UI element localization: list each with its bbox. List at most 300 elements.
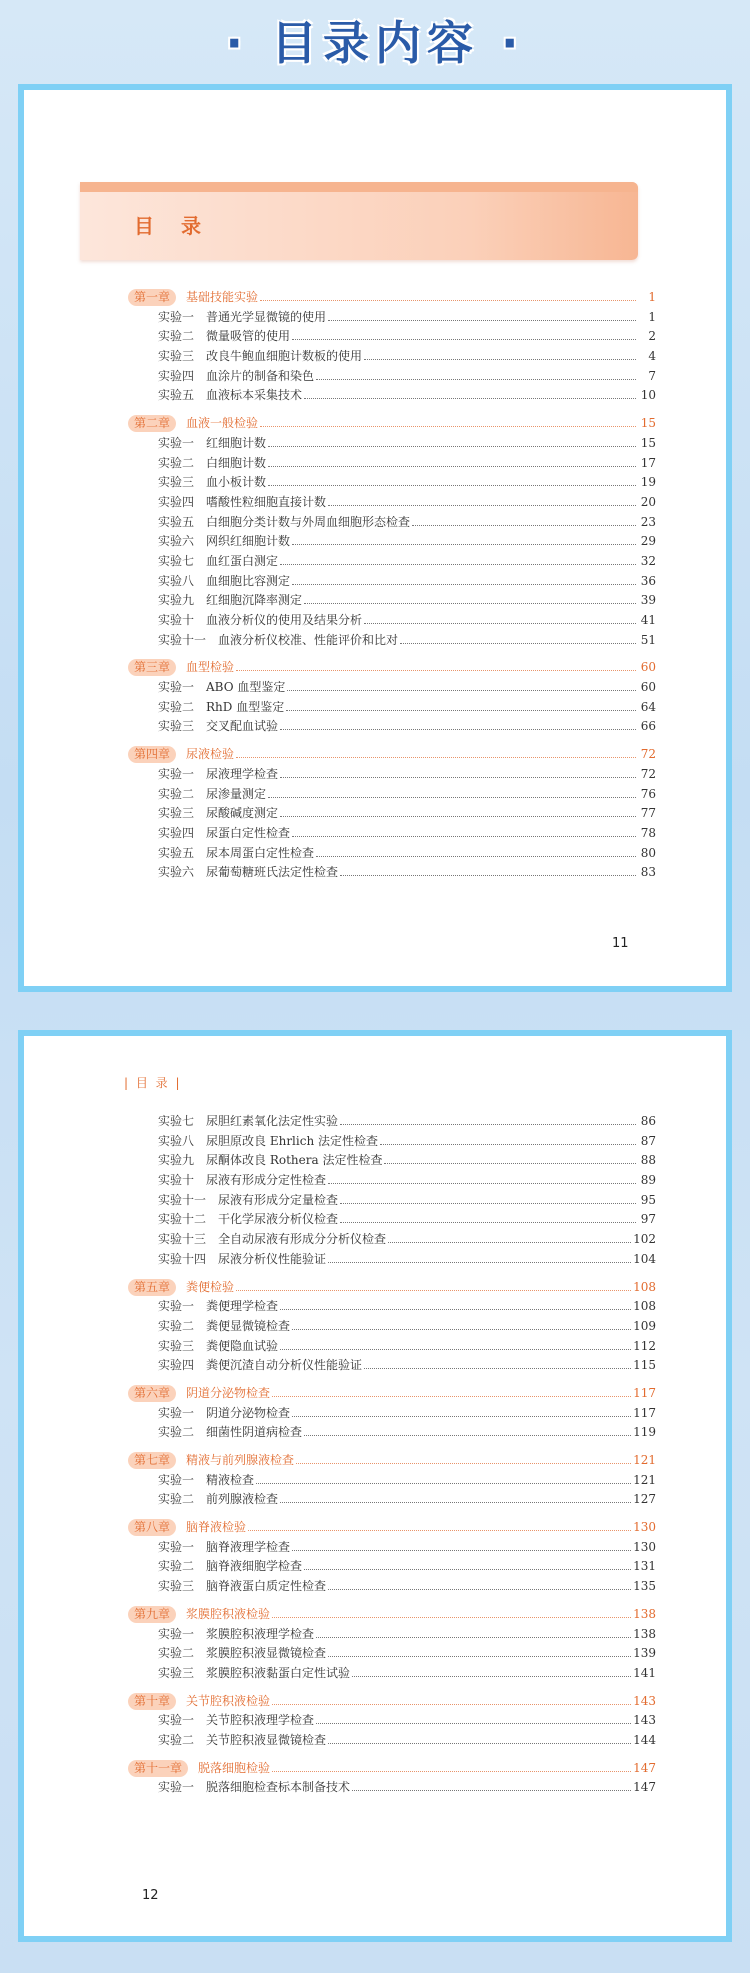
experiment-number: 实验十一 [158,632,207,647]
toc-experiment-entry[interactable] [128,1112,656,1132]
experiment-number: 实验九 [158,593,195,608]
toc-experiment-entry[interactable] [128,631,656,651]
dot-leader [260,299,636,301]
toc-experiment-entry[interactable] [128,308,656,328]
experiment-number: 实验五 [158,514,195,529]
experiment-number: 实验十 [158,613,195,627]
toc-experiment-entry[interactable] [128,804,656,824]
experiment-title: 全自动尿液有形成分分析仪检查 [218,1232,387,1247]
dot-leader [236,669,636,671]
chapter-number: 第四章 [128,746,176,763]
chapter-number: 第九章 [128,1606,176,1623]
entry-page-number: 20 [640,494,656,509]
toc-experiment-entry[interactable] [128,1317,656,1337]
toc-chapter-entry[interactable] [128,745,656,765]
dot-leader [272,1703,631,1705]
experiment-title: 脱落细胞检查标本制备技术 [206,1780,351,1795]
toc-experiment-entry[interactable] [128,1151,656,1171]
toc-experiment-entry[interactable] [128,434,656,454]
entry-page-number: 130 [633,1520,656,1535]
experiment-title: 前列腺液检查 [206,1492,279,1507]
toc-experiment-entry[interactable] [128,1210,656,1230]
experiment-title: 血红蛋白测定 [206,553,279,568]
experiment-title: 粪便隐血试验 [206,1338,279,1353]
experiment-title: 网织红细胞计数 [206,534,291,549]
toc-experiment-entry[interactable] [128,844,656,864]
banner-title: · 目录内容 · [225,16,525,70]
dot-leader [304,602,636,604]
experiment-title: 关节腔积液理学检查 [206,1713,315,1728]
toc-experiment-entry[interactable] [128,1404,656,1424]
entry-page-number: 127 [633,1492,656,1507]
chapter-title: 阴道分泌物检查 [186,1385,271,1400]
entry-page-number: 15 [640,416,656,431]
entry-page-number: 19 [640,475,656,490]
experiment-number: 实验一 [158,680,195,695]
dot-leader [268,465,636,467]
dot-leader [287,689,636,691]
toc-page-2 [18,1030,732,1942]
entry-page-number: 64 [640,699,656,714]
entry-page-number: 115 [633,1358,656,1373]
entry-page-number: 77 [640,806,656,821]
experiment-title: 白细胞计数 [206,455,267,470]
experiment-title: 改良牛鲍血细胞计数板的使用 [206,349,363,364]
chapter-title: 血液一般检验 [186,416,259,431]
entry-page-number: 112 [633,1338,656,1353]
dot-leader [292,543,636,545]
toc-experiment-entry[interactable] [128,327,656,347]
experiment-number: 实验三 [158,349,195,364]
entry-page-number: 138 [633,1626,656,1641]
experiment-number: 实验四 [158,368,195,383]
experiment-number: 实验二 [158,699,195,714]
toc-experiment-entry[interactable] [128,454,656,474]
chapter-title: 精液与前列腺液检查 [186,1453,295,1467]
toc-chapter-entry[interactable] [128,1692,656,1712]
entry-page-number: 51 [640,632,656,647]
experiment-number: 实验二 [158,329,195,344]
dot-leader [292,1328,631,1330]
experiment-number: 实验一 [158,309,195,324]
toc-experiment-entry[interactable] [128,1423,656,1443]
chapter-number: 第六章 [128,1385,176,1402]
dot-leader [352,1675,631,1677]
toc-experiment-entry[interactable] [128,532,656,552]
experiment-number: 实验六 [158,534,195,549]
chapter-number: 第三章 [128,659,176,676]
banner [0,0,750,80]
toc-experiment-entry[interactable] [128,824,656,844]
entry-page-number: 143 [633,1713,656,1728]
experiment-number: 实验一 [158,1405,195,1420]
entry-page-number: 32 [640,553,656,568]
entry-page-number: 89 [640,1173,656,1188]
experiment-number: 实验四 [158,1358,195,1373]
experiment-title: 尿本周蛋白定性检查 [206,845,315,860]
experiment-number: 实验一 [158,1626,195,1641]
dot-leader [292,1549,631,1551]
toc-chapter-entry[interactable] [128,1451,656,1471]
experiment-title: 普通光学显微镜的使用 [206,309,327,324]
experiment-number: 实验八 [158,1133,195,1148]
entry-page-number: 147 [633,1780,656,1795]
chapter-number: 第五章 [128,1279,176,1296]
dot-leader [328,504,636,506]
toc-chapter-entry[interactable] [128,1518,656,1538]
toc-experiment-entry[interactable] [128,678,656,698]
dot-leader [280,776,636,778]
dot-leader [256,1482,631,1484]
toc-experiment-entry[interactable] [128,785,656,805]
toc-experiment-entry[interactable] [128,1490,656,1510]
dot-leader [316,1636,631,1638]
experiment-title: 关节腔积液显微镜检查 [206,1732,327,1747]
dot-leader [292,1415,631,1417]
chapter-number: 第十章 [128,1693,176,1710]
dot-leader [280,1501,631,1503]
toc-experiment-entry[interactable] [128,1356,656,1376]
toc-chapter-entry[interactable] [128,1759,656,1779]
experiment-title: 尿液理学检查 [206,766,279,781]
toc-experiment-entry[interactable] [128,1250,656,1270]
toc-experiment-entry[interactable] [128,591,656,611]
toc-experiment-entry[interactable] [128,493,656,513]
entry-page-number: 72 [640,747,656,762]
toc-experiment-entry[interactable] [128,863,656,883]
chapter-title: 血型检验 [186,660,235,675]
entry-page-number: 108 [633,1299,656,1314]
dot-leader [272,1770,631,1772]
entry-page-number: 83 [640,865,656,880]
experiment-number: 实验二 [158,1318,195,1333]
toc-experiment-entry[interactable] [128,1625,656,1645]
experiment-number: 实验一 [158,1299,195,1314]
entry-page-number: 104 [633,1251,656,1266]
toc-experiment-entry[interactable] [128,1731,656,1751]
entry-page-number: 17 [640,455,656,470]
dot-leader [296,1462,631,1464]
entry-page-number: 41 [640,613,656,627]
entry-page-number: 60 [640,680,656,695]
dot-leader [412,524,636,526]
experiment-title: 红细胞沉降率测定 [206,593,303,608]
dot-leader [364,358,636,360]
toc-list-page-2 [128,1112,656,1798]
chapter-number: 第七章 [128,1452,176,1469]
experiment-title: RhD 血型鉴定 [206,699,285,714]
page-number: 11 [612,936,629,951]
dot-leader [304,397,636,399]
experiment-title: 脑脊液蛋白质定性检查 [206,1579,327,1594]
chapter-title: 尿液检验 [186,747,235,762]
experiment-title: 尿渗量测定 [206,786,267,801]
entry-page-number: 121 [633,1472,656,1487]
chapter-title: 关节腔积液检验 [186,1693,271,1708]
toc-experiment-entry[interactable] [128,698,656,718]
experiment-title: 干化学尿液分析仪检查 [218,1212,339,1227]
entry-page-number: 86 [640,1114,656,1128]
chapter-title: 基础技能实验 [186,290,259,304]
dot-leader [292,583,636,585]
dot-leader [328,1588,631,1590]
entry-page-number: 88 [640,1153,656,1168]
experiment-number: 实验一 [158,1539,195,1554]
entry-page-number: 130 [633,1539,656,1554]
dot-leader [236,1289,631,1291]
dot-leader [280,563,636,565]
toc-experiment-entry[interactable] [128,473,656,493]
toc-chapter-entry[interactable] [128,1384,656,1404]
dot-leader [328,1742,631,1744]
dot-leader [286,709,636,711]
chapter-title: 粪便检验 [186,1279,235,1294]
experiment-title: 血细胞比容测定 [206,573,291,588]
entry-page-number: 102 [633,1232,656,1247]
entry-page-number: 108 [633,1279,656,1294]
experiment-title: 粪便沉渣自动分析仪性能验证 [206,1358,363,1373]
experiment-number: 实验三 [158,1579,195,1594]
running-head: | 目 录 | [124,1076,182,1090]
experiment-title: 血小板计数 [206,475,267,490]
experiment-title: 粪便显微镜检查 [206,1318,291,1333]
dot-leader [268,484,636,486]
toc-experiment-entry[interactable] [128,513,656,533]
entry-page-number: 141 [633,1665,656,1680]
experiment-number: 实验七 [158,553,195,568]
dot-leader [316,855,636,857]
toc-chapter-entry[interactable] [128,1278,656,1298]
entry-page-number: 10 [640,388,656,403]
dot-leader [280,1308,631,1310]
experiment-number: 实验二 [158,455,195,470]
toc-experiment-entry[interactable] [128,1132,656,1152]
entry-page-number: 60 [640,660,656,675]
entry-page-number: 97 [640,1212,656,1227]
entry-page-number: 117 [633,1405,656,1420]
entry-page-number: 78 [640,825,656,840]
experiment-title: 嗜酸性粒细胞直接计数 [206,494,327,509]
toc-experiment-entry[interactable] [128,552,656,572]
dot-leader [380,1143,636,1145]
entry-page-number: 80 [640,845,656,860]
dot-leader [260,425,636,427]
dot-leader [280,1348,631,1350]
dot-leader [304,1568,631,1570]
experiment-title: 尿胆红素氧化法定性实验 [206,1114,339,1128]
experiment-number: 实验五 [158,388,195,403]
experiment-title: 白细胞分类计数与外周血细胞形态检查 [206,514,411,529]
experiment-number: 实验十三 [158,1232,207,1247]
experiment-number: 实验十一 [158,1192,207,1207]
entry-page-number: 1 [648,290,656,304]
experiment-number: 实验一 [158,1713,195,1728]
entry-page-number: 135 [633,1579,656,1594]
entry-page-number: 39 [640,593,656,608]
toc-list-page-1 [128,288,656,883]
toc-chapter-entry[interactable] [128,288,656,308]
experiment-title: 尿液分析仪性能验证 [218,1251,327,1266]
toc-header-band [80,182,638,260]
experiment-title: 浆膜腔积液理学检查 [206,1626,315,1641]
toc-page-1 [18,84,732,992]
dot-leader [328,1261,631,1263]
entry-page-number: 139 [633,1646,656,1661]
toc-experiment-entry[interactable] [128,1471,656,1491]
experiment-number: 实验五 [158,845,195,860]
dot-leader [328,1655,631,1657]
toc-experiment-entry[interactable] [128,1711,656,1731]
toc-chapter-entry[interactable] [128,658,656,678]
entry-page-number: 95 [640,1192,656,1207]
entry-page-number: 66 [640,719,656,734]
toc-experiment-entry[interactable] [128,1778,656,1798]
toc-experiment-entry[interactable] [128,347,656,367]
chapter-number: 第八章 [128,1519,176,1536]
dot-leader [316,1722,631,1724]
toc-experiment-entry[interactable] [128,1664,656,1684]
dot-leader [352,1789,631,1791]
dot-leader [384,1162,636,1164]
entry-page-number: 138 [633,1606,656,1621]
experiment-number: 实验三 [158,806,195,821]
experiment-number: 实验二 [158,1559,195,1574]
experiment-number: 实验二 [158,786,195,801]
entry-page-number: 143 [633,1693,656,1708]
experiment-number: 实验三 [158,1665,195,1680]
experiment-number: 实验一 [158,435,195,450]
dot-leader [304,1434,631,1436]
experiment-title: 血液标本采集技术 [206,388,303,403]
experiment-number: 实验八 [158,573,195,588]
toc-experiment-entry[interactable] [128,1297,656,1317]
entry-page-number: 29 [640,534,656,549]
toc-experiment-entry[interactable] [128,1577,656,1597]
entry-page-number: 7 [648,368,656,383]
experiment-number: 实验十 [158,1173,195,1188]
experiment-title: 浆膜腔积液黏蛋白定性试验 [206,1665,351,1680]
experiment-title: 脑脊液理学检查 [206,1539,291,1554]
toc-experiment-entry[interactable] [128,611,656,631]
experiment-title: 浆膜腔积液显微镜检查 [206,1646,327,1661]
experiment-number: 实验四 [158,494,195,509]
experiment-number: 实验三 [158,719,195,734]
experiment-number: 实验六 [158,865,195,880]
experiment-number: 实验三 [158,1338,195,1353]
dot-leader [272,1616,631,1618]
entry-page-number: 36 [640,573,656,588]
experiment-title: 微量吸管的使用 [206,329,291,344]
dot-leader [340,1202,636,1204]
experiment-title: 粪便理学检查 [206,1299,279,1314]
toc-experiment-entry[interactable] [128,717,656,737]
experiment-number: 实验一 [158,1472,195,1487]
toc-experiment-entry[interactable] [128,386,656,406]
experiment-number: 实验七 [158,1114,195,1128]
experiment-title: 血液分析仪校准、性能评价和比对 [218,632,399,647]
entry-page-number: 23 [640,514,656,529]
dot-leader [340,1123,636,1125]
entry-page-number: 131 [633,1559,656,1574]
entry-page-number: 15 [640,435,656,450]
dot-leader [268,445,636,447]
chapter-title: 浆膜腔积液检验 [186,1606,271,1621]
toc-experiment-entry[interactable] [128,1230,656,1250]
experiment-title: 阴道分泌物检查 [206,1405,291,1420]
experiment-number: 实验二 [158,1492,195,1507]
dot-leader [280,815,636,817]
experiment-number: 实验二 [158,1732,195,1747]
experiment-number: 实验十四 [158,1251,207,1266]
experiment-number: 实验九 [158,1153,195,1168]
dot-leader [272,1395,631,1397]
experiment-title: 尿胆原改良 Ehrlich 法定性检查 [206,1133,378,1148]
dot-leader [364,1367,631,1369]
chapter-number: 第十一章 [128,1760,188,1777]
experiment-title: 交叉配血试验 [206,719,279,734]
toc-chapter-entry[interactable] [128,414,656,434]
dot-leader [292,835,636,837]
entry-page-number: 4 [648,349,656,364]
experiment-number: 实验一 [158,1780,195,1795]
experiment-title: 尿蛋白定性检查 [206,825,291,840]
experiment-title: 尿液有形成分定性检查 [206,1173,327,1188]
toc-experiment-entry[interactable] [128,367,656,387]
page-number: 12 [142,1888,159,1903]
experiment-title: 红细胞计数 [206,435,267,450]
toc-experiment-entry[interactable] [128,1538,656,1558]
toc-experiment-entry[interactable] [128,1644,656,1664]
dot-leader [268,796,636,798]
dot-leader [340,1221,636,1223]
entry-page-number: 1 [648,309,656,324]
entry-page-number: 144 [633,1732,656,1747]
toc-experiment-entry[interactable] [128,572,656,592]
dot-leader [340,874,636,876]
toc-experiment-entry[interactable] [128,1191,656,1211]
entry-page-number: 147 [633,1760,656,1775]
toc-chapter-entry[interactable] [128,1605,656,1625]
experiment-number: 实验二 [158,1646,195,1661]
toc-experiment-entry[interactable] [128,1337,656,1357]
experiment-title: ABO 血型鉴定 [206,680,286,695]
dot-leader [316,378,636,380]
toc-experiment-entry[interactable] [128,1171,656,1191]
toc-experiment-entry[interactable] [128,765,656,785]
entry-page-number: 76 [640,786,656,801]
toc-experiment-entry[interactable] [128,1557,656,1577]
chapter-title: 脑脊液检验 [186,1520,247,1535]
dot-leader [328,1182,636,1184]
dot-leader [280,728,636,730]
dot-leader [388,1241,631,1243]
dot-leader [292,338,636,340]
experiment-title: 尿酸碱度测定 [206,806,279,821]
entry-page-number: 87 [640,1133,656,1148]
dot-leader [236,756,636,758]
experiment-title: 精液检查 [206,1472,255,1487]
dot-leader [364,622,636,624]
experiment-title: 脑脊液细胞学检查 [206,1559,303,1574]
experiment-title: 血涂片的制备和染色 [206,368,315,383]
experiment-number: 实验十二 [158,1212,207,1227]
entry-page-number: 72 [640,766,656,781]
entry-page-number: 119 [633,1425,656,1440]
entry-page-number: 117 [633,1385,656,1400]
dot-leader [248,1529,631,1531]
experiment-number: 实验一 [158,766,195,781]
experiment-title: 尿葡萄糖班氏法定性检查 [206,865,339,880]
